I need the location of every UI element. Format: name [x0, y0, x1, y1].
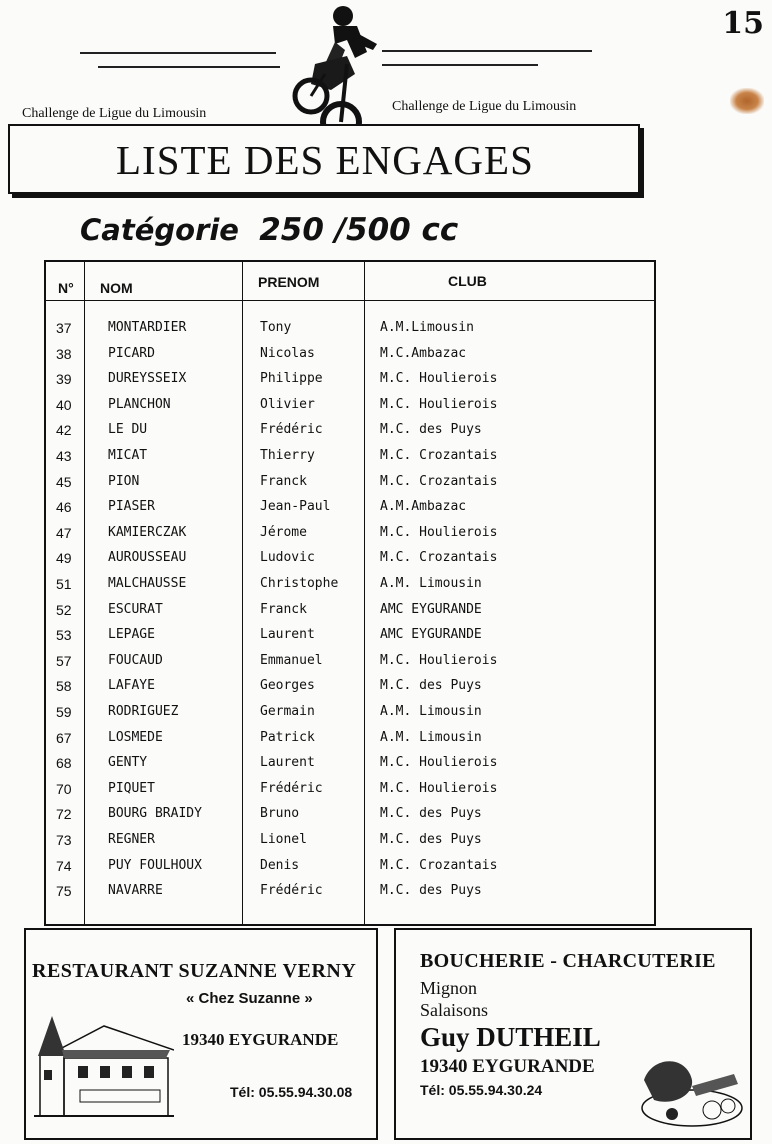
- entry-club: M.C. Crozantais: [380, 473, 498, 489]
- boucherie-name: BOUCHERIE - CHARCUTERIE: [420, 950, 716, 972]
- entry-club: M.C. des Puys: [380, 678, 482, 694]
- table-row: [46, 678, 654, 704]
- entry-prenom: Franck: [260, 473, 307, 489]
- entry-club: M.C. Houlierois: [380, 652, 498, 668]
- entry-nom: PLANCHON: [108, 396, 171, 412]
- table-row: [46, 474, 654, 500]
- table-row: [46, 858, 654, 884]
- category-heading: [80, 212, 458, 248]
- table-row: [46, 602, 654, 628]
- entry-number: 58: [56, 678, 72, 695]
- header-prenom: PRENOM: [258, 274, 320, 290]
- table-row: [46, 781, 654, 807]
- entry-prenom: Lionel: [260, 832, 307, 847]
- entry-nom: AUROUSSEAU: [108, 550, 187, 566]
- table-row: [46, 499, 654, 525]
- table-row: [46, 397, 654, 423]
- entry-club: M.C. Crozantais: [380, 857, 498, 873]
- entry-prenom: Bruno: [260, 806, 300, 822]
- header-num: N°: [58, 280, 74, 296]
- entry-nom: NAVARRE: [108, 883, 163, 899]
- entry-club: M.C. Crozantais: [380, 448, 498, 463]
- entry-club: M.C. Crozantais: [380, 550, 498, 566]
- entry-club: A.M. Limousin: [380, 576, 482, 591]
- entry-prenom: Christophe: [260, 576, 339, 591]
- entry-nom: LOSMEDE: [108, 729, 163, 745]
- boucherie-line-salaisons: Salaisons: [420, 1000, 489, 1020]
- entry-club: M.C. Houlierois: [380, 755, 498, 771]
- entry-prenom: Emmanuel: [260, 652, 323, 668]
- entry-number: 74: [56, 857, 72, 874]
- entry-club: A.M.Limousin: [380, 320, 474, 335]
- entry-number: 59: [56, 704, 72, 720]
- table-row: [46, 550, 654, 576]
- entry-nom: LAFAYE: [108, 678, 155, 694]
- entry-nom: DUREYSSEIX: [108, 371, 187, 387]
- header-rule-left-bottom: [98, 66, 280, 68]
- entry-prenom: Olivier: [260, 396, 315, 412]
- page-title: LISTE DES ENGAGES: [116, 137, 534, 183]
- entry-prenom: Jean-Paul: [260, 499, 331, 515]
- entry-nom: PION: [108, 473, 140, 489]
- restaurant-subtitle: « Chez Suzanne »: [186, 990, 313, 1007]
- table-row: [46, 448, 654, 474]
- table-row: [46, 576, 654, 602]
- entry-club: M.C. Houlierois: [380, 524, 498, 540]
- page-number: 15: [722, 6, 764, 41]
- entry-club: M.C. des Puys: [380, 832, 482, 847]
- entry-prenom: Laurent: [260, 755, 315, 771]
- table-row: [46, 422, 654, 448]
- entry-number: 40: [56, 396, 72, 413]
- entry-number: 39: [56, 371, 72, 388]
- entry-nom: MALCHAUSSE: [108, 576, 187, 591]
- header-nom: NOM: [100, 280, 133, 296]
- entry-prenom: Thierry: [260, 448, 315, 463]
- entries-table: [44, 260, 656, 926]
- entry-number: 57: [56, 652, 72, 669]
- table-row: [46, 730, 654, 756]
- table-row: [46, 832, 654, 858]
- entry-prenom: Germain: [260, 704, 315, 719]
- boucherie-owner: Guy DUTHEIL: [420, 1022, 601, 1052]
- entry-number: 38: [56, 345, 72, 362]
- entry-nom: MONTARDIER: [108, 320, 187, 335]
- entry-nom: RODRIGUEZ: [108, 704, 179, 719]
- entry-club: A.M. Limousin: [380, 729, 482, 745]
- entry-prenom: Denis: [260, 857, 300, 873]
- ad-restaurant: [24, 928, 378, 1140]
- challenge-label-right: Challenge de Ligue du Limousin: [392, 99, 577, 114]
- entry-nom: LEPAGE: [108, 627, 155, 643]
- table-row: [46, 755, 654, 781]
- boucherie-phone: Tél: 05.55.94.30.24: [420, 1082, 543, 1098]
- entry-nom: BOURG BRAIDY: [108, 806, 202, 822]
- entry-club: M.C. des Puys: [380, 422, 482, 438]
- ad-boucherie: [394, 928, 752, 1140]
- restaurant-name: RESTAURANT SUZANNE VERNY: [32, 960, 357, 982]
- category-label: Catégorie: [80, 213, 239, 247]
- entry-nom: MICAT: [108, 448, 148, 463]
- table-row: [46, 371, 654, 397]
- restaurant-phone: Tél: 05.55.94.30.08: [230, 1084, 353, 1100]
- entry-prenom: Frédéric: [260, 780, 323, 796]
- boucherie-line-mignon: Mignon: [420, 978, 478, 998]
- table-row: [46, 704, 654, 730]
- entry-number: 72: [56, 806, 72, 823]
- header-rule-right-bottom: [382, 64, 538, 66]
- entry-club: M.C. Houlierois: [380, 396, 498, 412]
- table-row: [46, 346, 654, 372]
- entry-prenom: Laurent: [260, 627, 315, 643]
- header-rule-right-top: [382, 50, 592, 52]
- table-row: [46, 806, 654, 832]
- entry-prenom: Philippe: [260, 371, 323, 387]
- entry-number: 75: [56, 883, 72, 900]
- entry-nom: PIASER: [108, 499, 155, 515]
- header-divider: [46, 300, 654, 301]
- entry-nom: ESCURAT: [108, 601, 163, 617]
- entry-number: 53: [56, 627, 72, 644]
- entry-nom: KAMIERCZAK: [108, 524, 187, 540]
- entry-prenom: Ludovic: [260, 550, 315, 566]
- entry-club: M.C. Houlierois: [380, 780, 498, 796]
- entry-club: M.C. des Puys: [380, 806, 482, 822]
- entry-nom: REGNER: [108, 832, 155, 847]
- entry-nom: FOUCAUD: [108, 652, 163, 668]
- chateau-illustration: [34, 1010, 174, 1122]
- entry-nom: PICARD: [108, 345, 155, 361]
- entry-number: 43: [56, 448, 72, 464]
- entry-prenom: Frédéric: [260, 883, 323, 899]
- entry-prenom: Georges: [260, 678, 315, 694]
- entry-nom: LE DU: [108, 422, 148, 438]
- entry-number: 73: [56, 832, 72, 848]
- table-row: [46, 525, 654, 551]
- table-row: [46, 627, 654, 653]
- entry-prenom: Jérome: [260, 524, 307, 540]
- table-row: [46, 883, 654, 909]
- entry-prenom: Tony: [260, 320, 292, 335]
- entry-number: 67: [56, 729, 72, 746]
- entry-prenom: Franck: [260, 601, 307, 617]
- restaurant-town: 19340 EYGURANDE: [182, 1030, 339, 1049]
- entry-club: M.C. Houlierois: [380, 371, 498, 387]
- entry-number: 47: [56, 524, 72, 541]
- entry-nom: PIQUET: [108, 780, 155, 796]
- entry-number: 49: [56, 550, 72, 567]
- header-club: CLUB: [448, 273, 487, 289]
- boucherie-town: 19340 EYGURANDE: [420, 1056, 595, 1077]
- entry-number: 42: [56, 422, 72, 439]
- entry-nom: PUY FOULHOUX: [108, 857, 202, 873]
- entry-club: M.C.Ambazac: [380, 345, 467, 361]
- entry-prenom: Frédéric: [260, 422, 323, 438]
- entry-number: 51: [56, 576, 72, 592]
- entry-prenom: Nicolas: [260, 345, 315, 361]
- table-row: [46, 653, 654, 679]
- entry-club: A.M. Limousin: [380, 704, 482, 719]
- entry-prenom: Patrick: [260, 729, 315, 745]
- entry-number: 45: [56, 473, 72, 490]
- entry-number: 70: [56, 780, 72, 797]
- title-box: [8, 124, 640, 194]
- entry-number: 46: [56, 499, 72, 516]
- entry-number: 52: [56, 601, 72, 618]
- entry-club: A.M.Ambazac: [380, 499, 467, 515]
- entry-number: 37: [56, 320, 72, 336]
- entry-nom: GENTY: [108, 755, 148, 771]
- header-rule-left-top: [80, 52, 276, 54]
- table-row: [46, 320, 654, 346]
- charcuterie-illustration: [632, 1050, 744, 1130]
- paper-stain: [730, 88, 764, 114]
- entry-club: M.C. des Puys: [380, 883, 482, 899]
- challenge-label-left: Challenge de Ligue du Limousin: [22, 106, 207, 121]
- entry-club: AMC EYGURANDE: [380, 627, 482, 643]
- category-value: 250 /500 cc: [259, 212, 459, 248]
- entry-number: 68: [56, 755, 72, 772]
- entry-club: AMC EYGURANDE: [380, 601, 482, 617]
